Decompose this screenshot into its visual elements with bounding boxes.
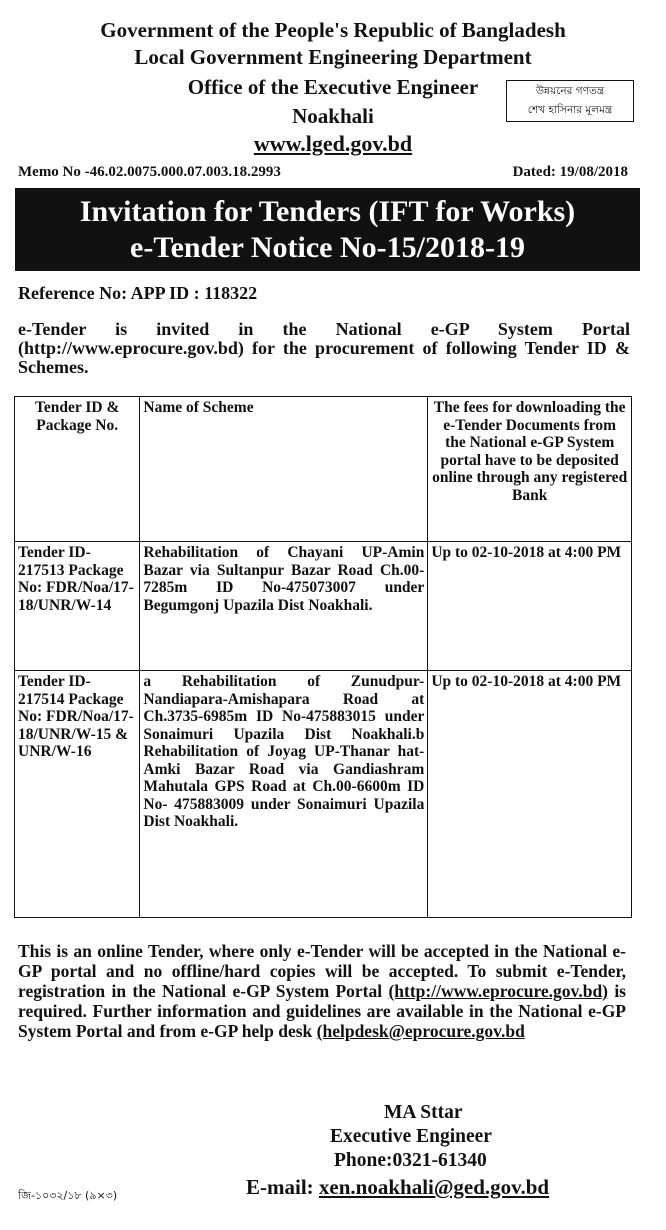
table-header-row [15, 397, 632, 542]
signatory-email-line [246, 1176, 549, 1199]
email-link[interactable]: xen.noakhali@ged.gov.bd [318, 1175, 550, 1199]
banner-notice-number: e-Tender Notice No-15/2018-19 [130, 231, 525, 264]
banner-title: Invitation for Tenders (IFT for Works) [79, 195, 576, 228]
header-line-government: Government of the People's Republic of Bangladesh [100, 18, 566, 42]
online-tender-notice [18, 941, 626, 1041]
helpdesk-email-link[interactable]: (helpdesk@eprocure.gov.bd [316, 1021, 525, 1041]
cell-tender-id: Tender ID-217514 Package No: FDR/Noa/17-18/UNR/W-15 & UNR/W-16 [15, 671, 140, 918]
cell-tender-id: Tender ID-217513 Package No: FDR/Noa/17-18/UNR/W-14 [15, 542, 140, 671]
cell-scheme: Rehabilitation of Chayani UP-Amin Bazar via Sultanpur Bazar Road Ch.00-7285m ID No-475073007 under Begumgonj Upazila Dist Noakhali. [140, 542, 428, 671]
tender-banner [15, 188, 640, 271]
cell-scheme: a Rehabilitation of Zunudpur-Nandiapara-Amishapara Road at Ch.3735-6985m ID No-475883015 under Sonaimuri Upazila Dist Noakhali.b Rehabilitation of Joyag UP-Thanar hat-Amki Bazar Road via Gandiashram Mahutala GPS Road at Ch.00-6600m ID No- 475883009 under Sonaimuri Upazila Dist Noakhali. [140, 671, 428, 918]
header-website-link[interactable]: www.lged.gov.bd [253, 131, 413, 156]
notice-text-part-1: This is an online Tender, where only e-Tender will be accepted in the National e-GP portal and no offline/hard copies will be accepted. To submit e-Tender, registration in the National e-GP System Portal [18, 941, 626, 1001]
cell-deadline: Up to 02-10-2018 at 4:00 PM [428, 542, 632, 671]
cell-deadline: Up to 02-10-2018 at 4:00 PM [428, 671, 632, 918]
eprocure-portal-link[interactable]: (http://www.eprocure.gov.bd) [388, 981, 609, 1001]
intro-paragraph: e-Tender is invited in the National e-GP System Portal (http://www.eprocure.gov.bd) for the procurement of following Tender ID & Schemes. [18, 319, 630, 377]
header-line-office: Office of the Executive Engineer [187, 75, 479, 99]
email-label: E-mail: [246, 1175, 319, 1199]
memo-number: Memo No -46.02.0075.000.07.003.18.2993 [18, 164, 281, 180]
stamp-line-2: শেখ হাসিনার মূলমন্ত্র [527, 104, 613, 116]
header-line-district: Noakhali [292, 104, 374, 128]
table-row [15, 542, 632, 671]
table-row [15, 671, 632, 918]
signatory-name: MA Sttar [384, 1102, 463, 1123]
reference-id: Reference No: APP ID : 118322 [18, 283, 258, 303]
signatory-phone: Phone:0321-61340 [334, 1150, 487, 1171]
tender-table [14, 396, 632, 918]
publication-code: জি-১০৩২/১৮ (৯×৩) [18, 1189, 118, 1202]
memo-date: Dated: 19/08/2018 [512, 164, 628, 180]
header-scheme: Name of Scheme [140, 397, 428, 542]
header-fees: The fees for downloading the e-Tender Documents from the National e-GP System portal have to be deposited online through any registered Bank [428, 397, 632, 542]
header-tender-id: Tender ID & Package No. [15, 397, 140, 542]
header-line-department: Local Government Engineering Department [134, 45, 532, 69]
stamp-line-1: উন্নয়নের গণতন্ত্র [535, 85, 605, 97]
slogan-stamp [506, 80, 634, 122]
notice-text-part-2: is required. Further information and guidelines are available in the National e-GP System Portal and from e-GP help desk [18, 981, 626, 1041]
signatory-title: Executive Engineer [330, 1126, 492, 1147]
